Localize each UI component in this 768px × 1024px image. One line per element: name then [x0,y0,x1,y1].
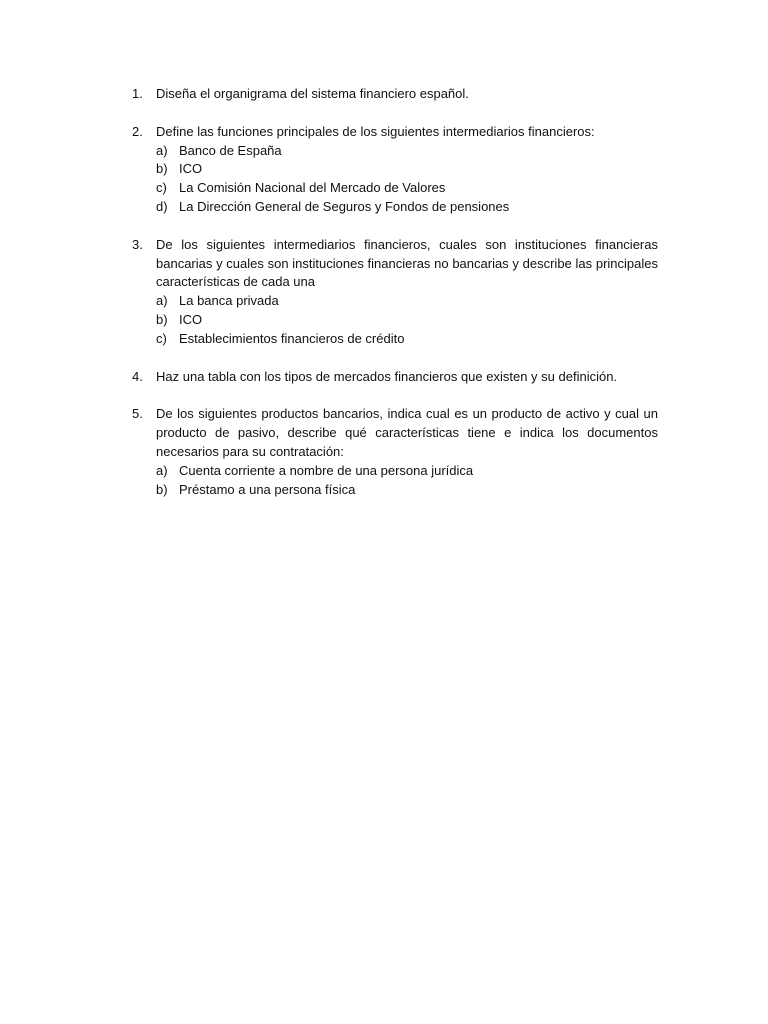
sub-item-label: c) [156,330,167,346]
sub-item-text: Banco de España [179,142,282,158]
question-5 [132,405,658,499]
sub-item-label: a) [156,293,168,309]
sub-item-text: ICO [179,311,203,327]
sub-item-text: La Comisión Nacional del Mercado de Valores [179,180,446,196]
question-text: De los siguientes productos bancarios, indica cual es un producto de activo y cual un producto de pasivo, describe qué características tiene e indica los documentos necesarios para su contratación: [156,406,658,459]
sub-item-list [156,462,658,500]
question-text: Diseña el organigrama del sistema financiero español. [156,86,469,101]
sub-item [156,179,658,198]
sub-item [156,198,658,217]
sub-item-text: La Dirección General de Seguros y Fondos de pensiones [179,198,510,214]
question-number: 4. [132,368,143,384]
sub-item [156,160,658,179]
sub-item-label: b) [156,311,168,327]
sub-item [156,330,658,349]
sub-item-text: Préstamo a una persona física [179,481,356,497]
sub-item-label: a) [156,462,168,478]
question-text: Define las funciones principales de los siguientes intermediarios financieros: [156,123,595,139]
sub-item [156,481,658,500]
sub-item-list [156,142,658,217]
sub-item-label: c) [156,180,167,196]
sub-item-text: La banca privada [179,293,279,309]
sub-item [156,462,658,481]
sub-item [156,142,658,161]
sub-item-list [156,292,658,348]
question-number: 1. [132,86,143,101]
question-4 [132,368,658,387]
sub-item [156,292,658,311]
sub-item-text: ICO [179,161,203,177]
question-1 [132,85,658,104]
question-number: 3. [132,236,143,252]
question-text: Haz una tabla con los tipos de mercados financieros que existen y su definición. [156,368,618,384]
question-number: 2. [132,123,143,139]
question-3 [132,236,658,349]
question-2 [132,123,658,217]
question-text: De los siguientes intermediarios financieros, cuales son instituciones financieras bancarias y cuales son instituciones financieras no bancarias y describe las principales características de cada una [156,236,658,290]
sub-item-label: b) [156,161,168,177]
sub-item-text: Cuenta corriente a nombre de una persona jurídica [179,462,474,478]
sub-item-text: Establecimientos financieros de crédito [179,330,405,346]
question-list [132,85,658,518]
sub-item-label: d) [156,198,168,214]
sub-item-label: b) [156,481,168,497]
sub-item-label: a) [156,142,168,158]
question-number: 5. [132,406,143,422]
sub-item [156,311,658,330]
